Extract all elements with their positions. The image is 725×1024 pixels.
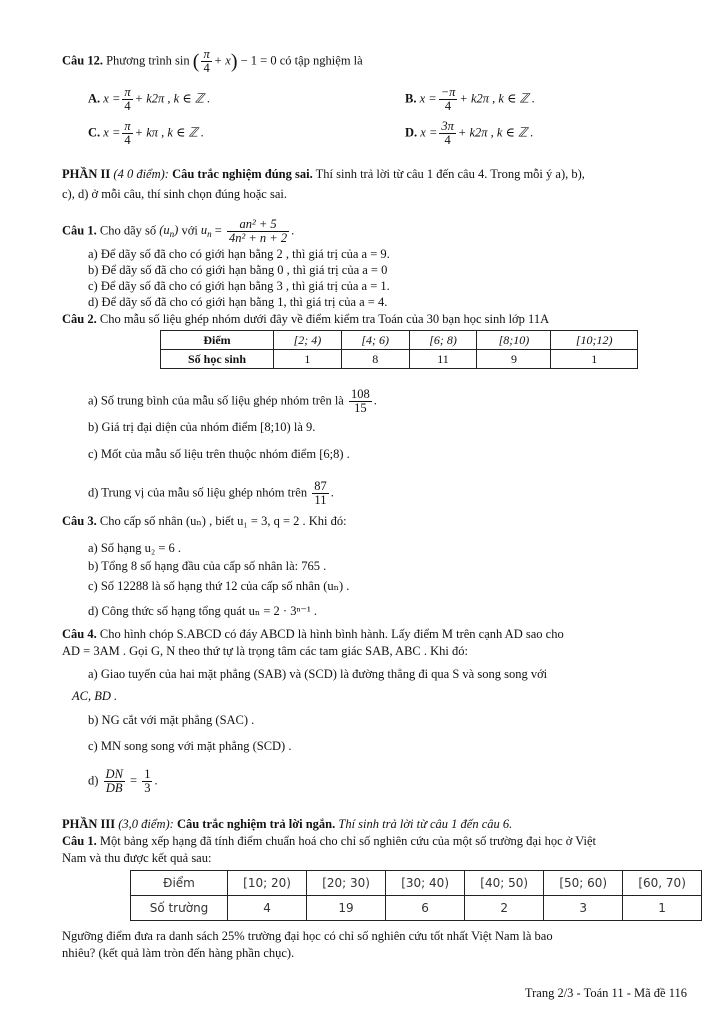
p2q3-item-d: d) Công thức số hạng tổng quát uₙ = 2 · 3ⁿ⁻¹ . — [88, 604, 317, 618]
p2q3-stem: Câu 3. Cho cấp số nhân (uₙ) , biết u₁ = 3, q = 2 . Khi đó: — [62, 514, 347, 528]
p2q2-item-b: b) Giá trị đại diện của nhóm điểm [8;10) là 9. — [88, 420, 316, 434]
part3-heading: PHẦN III (3,0 điểm): Câu trắc nghiệm trả lời ngắn. Thí sinh trả lời từ câu 1 đến câu 6. — [62, 817, 513, 831]
q12-option-a: A. x = $\frac{\pi}{4}$ + k2π , k ∈ ℤ . — [88, 85, 211, 113]
p2q1-item-b: b) Để dãy số đã cho có giới hạn bằng 0 , thì giá trị của a = 0 — [88, 263, 388, 277]
table-row: Số trường 4 19 6 2 3 1 — [131, 896, 702, 921]
q12-option-b: B. x = $\frac{-\pi}{4}$ + k2π , k ∈ ℤ . — [405, 85, 536, 113]
p2q3-item-a: a) Số hạng u₂ = 6 . — [88, 541, 181, 555]
p2q1-stem: Câu 1. Cho dãy số $(u_n)$ với $u_n$ = $\frac{\text{an² + 5}}{\text{4n² + n + 2}}$ . — [62, 217, 295, 245]
p3q1-question-line2: nhiêu? (kết quả làm tròn đến hàng phần chục). — [62, 946, 295, 960]
p2q2-item-c: c) Mốt của mẫu số liệu trên thuộc nhóm điểm [6;8) . — [88, 447, 350, 461]
table-row: Điểm [10; 20) [20; 30) [30; 40) [40; 50) [50; 60) [60, 70) — [131, 871, 702, 896]
p2q3-item-c: c) Số 12288 là số hạng thứ 12 của cấp số nhân (uₙ) . — [88, 579, 350, 593]
p2q2-item-d: d) Trung vị của mẫu số liệu ghép nhóm trên $\frac{87}{11}$ . — [88, 479, 334, 507]
p2q1-item-c: c) Để dãy số đã cho có giới hạn bằng 3 , thì giá trị của a = 1. — [88, 279, 390, 293]
table-row: Điểm [2; 4) [4; 6) [6; 8) [8;10) [10;12) — [161, 331, 638, 350]
p3q1-stem-line1: Câu 1. Một bảng xếp hạng đã tính điểm chuẩn hoá cho chỉ số nghiên cứu của một số trường đại học ở Việt — [62, 834, 597, 848]
p2q1-item-d: d) Để dãy số đã cho có giới hạn bằng 1, thì giá trị của a = 4. — [88, 295, 388, 309]
p2q4-item-c: c) MN song song với mặt phẳng (SCD) . — [88, 739, 292, 753]
p3q1-data-table — [130, 870, 702, 921]
p2q2-stem: Câu 2. Cho mẫu số liệu ghép nhóm dưới đây về điểm kiểm tra Toán của 30 bạn học sinh lớp 11A — [62, 312, 550, 326]
q12-stem: Câu 12. Phương trình sin ( $\frac{\pi}{4}$ + x) − 1 = 0 có tập nghiệm là — [62, 47, 363, 75]
p2q4-item-d: d) $\frac{DN}{DB}$ = $\frac{1}{3}$ . — [88, 767, 158, 795]
p2q4-item-a-line2: AC, BD . — [72, 689, 118, 703]
p3q1-stem-line2: Nam và thu được kết quả sau: — [62, 851, 212, 865]
p2q4-item-b: b) NG cắt với mặt phẳng (SAC) . — [88, 713, 255, 727]
p2q1-item-a: a) Để dãy số đã cho có giới hạn bằng 2 , thì giá trị của a = 9. — [88, 247, 390, 261]
q12-option-d: D. x = $\frac{3\pi}{4}$ + k2π , k ∈ ℤ . — [405, 119, 534, 147]
page-footer: Trang 2/3 - Toán 11 - Mã đề 116 — [524, 986, 687, 1000]
p2q2-item-a: a) Số trung bình của mẫu số liệu ghép nhóm trên là $\frac{108}{15}$ . — [88, 387, 377, 415]
part2-heading: PHẦN II (4 0 điểm): Câu trắc nghiệm đúng sai. Thí sinh trả lời từ câu 1 đến câu 4. Trong mỗi ý a), b), — [62, 167, 585, 181]
p2q4-stem-line2: AD = 3AM . Gọi G, N theo thứ tự là trọng tâm các tam giác SAB, ABC . Khi đó: — [62, 644, 468, 658]
p2q2-data-table — [160, 330, 638, 369]
p2q3-item-b: b) Tổng 8 số hạng đầu của cấp số nhân là: 765 . — [88, 559, 327, 573]
p2q4-item-a: a) Giao tuyến của hai mặt phẳng (SAB) và (SCD) là đường thẳng đi qua S và song song với — [88, 667, 548, 681]
table-row: Số học sinh 1 8 11 9 1 — [161, 350, 638, 369]
p3q1-question-line1: Ngưỡng điểm đưa ra danh sách 25% trường đại học có chỉ số nghiên cứu tốt nhất Việt Nam là bao — [62, 929, 553, 943]
p2q4-stem-line1: Câu 4. Cho hình chóp S.ABCD có đáy ABCD là hình bình hành. Lấy điểm M trên cạnh AD sao cho — [62, 627, 564, 641]
q12-option-c: C. x = $\frac{\pi}{4}$ + kπ , k ∈ ℤ . — [88, 119, 205, 147]
part2-heading-line2: c), d) ở mỗi câu, thí sinh chọn đúng hoặc sai. — [62, 187, 287, 201]
